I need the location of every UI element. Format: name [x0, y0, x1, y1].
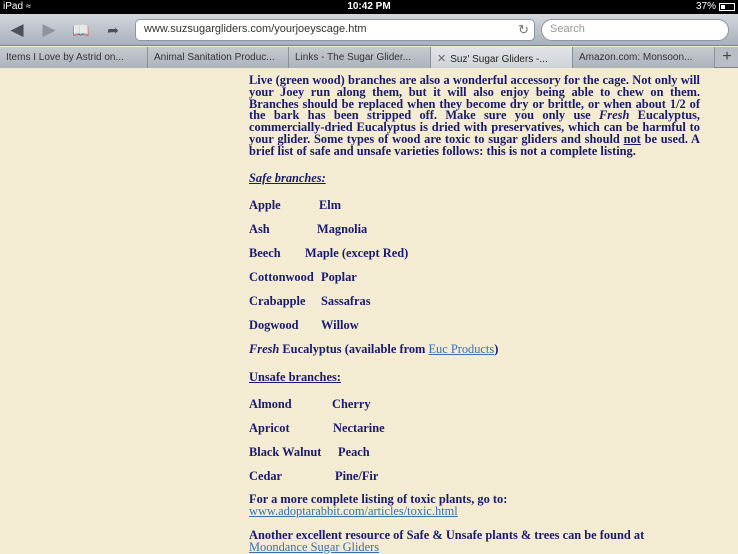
- fresh-close: ): [494, 341, 499, 356]
- article: [249, 75, 700, 553]
- tab-label: Amazon.com: Monsoon...: [579, 52, 693, 63]
- share-icon[interactable]: ➦: [107, 22, 119, 38]
- list-item: [249, 318, 700, 330]
- plant-name: Magnolia: [317, 221, 368, 236]
- tab-label: Suz' Sugar Gliders -...: [450, 54, 548, 65]
- tab-label: Links - The Sugar Glider...: [295, 52, 411, 63]
- forward-icon[interactable]: ▶: [42, 20, 56, 39]
- resource-text: Another excellent resource of Safe & Unsafe plants & trees can be found at: [249, 527, 645, 542]
- tab-suz-sugar-gliders[interactable]: [431, 47, 573, 68]
- safe-branches-heading: Safe branches:: [249, 170, 326, 185]
- list-item: [249, 421, 700, 433]
- plant-name: Crabapple: [249, 293, 306, 308]
- plant-name: Almond: [249, 396, 292, 411]
- intro-text: Live (green wood) branches are also a wonderful accessory for the cage. Not only will your Joey run along them, but it will also enjoy being able to chew on them. Branches should be replaced when they become dry or brittle, or when about 1/2 of the bark has been stripped off. Make sure you only use: [249, 73, 700, 123]
- bookmarks-icon[interactable]: 📖: [72, 22, 90, 38]
- safe-branches-list: [249, 198, 700, 330]
- intro-fresh: Fresh: [599, 108, 630, 123]
- plant-name: Maple (except Red): [305, 245, 409, 260]
- fresh-word: Fresh: [249, 341, 280, 356]
- plant-name: Poplar: [321, 269, 357, 284]
- page-content: [0, 69, 738, 554]
- intro-text-end: be used. A brief list of safe and unsafe varieties follows: this is not a complete listing.: [249, 131, 700, 158]
- search-input[interactable]: Search: [541, 19, 729, 41]
- resource-paragraph: [249, 529, 700, 553]
- toxic-plants-paragraph: [249, 493, 700, 517]
- plant-name: Black Walnut: [249, 444, 322, 459]
- tab-links-sugar-glider[interactable]: [289, 47, 431, 68]
- battery-icon: [719, 3, 735, 11]
- list-item: [249, 294, 700, 306]
- toxic-plants-link[interactable]: www.adoptarabbit.com/articles/toxic.html: [249, 503, 458, 518]
- list-item: [249, 445, 700, 457]
- list-item: [249, 270, 700, 282]
- tab-amazon-monsoon[interactable]: [573, 47, 715, 68]
- tab-animal-sanitation[interactable]: [148, 47, 289, 68]
- add-tab-icon[interactable]: +: [722, 48, 732, 65]
- close-tab-icon[interactable]: ✕: [437, 53, 447, 65]
- browser-toolbar: [0, 14, 738, 46]
- plant-name: Nectarine: [333, 420, 385, 435]
- plant-name: Cottonwood: [249, 269, 314, 284]
- plant-name: Cherry: [332, 396, 371, 411]
- wifi-icon: ≈: [26, 1, 31, 11]
- plant-name: Cedar: [249, 468, 283, 483]
- moondance-link[interactable]: Moondance Sugar Gliders: [249, 539, 380, 554]
- tab-label: Items I Love by Astrid on...: [6, 52, 124, 63]
- plant-name: Willow: [321, 317, 359, 332]
- intro-not: not: [623, 131, 641, 146]
- unsafe-branches-heading: Unsafe branches:: [249, 369, 341, 384]
- plant-name: Pine/Fir: [335, 468, 379, 483]
- list-item: [249, 397, 700, 409]
- list-item: [249, 469, 700, 481]
- plant-name: Apple: [249, 197, 281, 212]
- status-bar: [0, 0, 738, 14]
- back-icon[interactable]: ◀: [10, 20, 24, 39]
- clock: 10:42 PM: [347, 1, 391, 12]
- plant-name: Beech: [249, 245, 281, 260]
- reload-icon[interactable]: ↻: [518, 22, 529, 37]
- plant-name: Dogwood: [249, 317, 299, 332]
- tab-strip: [0, 47, 738, 68]
- fresh-eucalyptus-note: [249, 342, 700, 357]
- plant-name: Apricot: [249, 420, 290, 435]
- plant-name: Elm: [319, 197, 342, 212]
- device-name: iPad: [3, 1, 24, 12]
- tab-items-i-love[interactable]: [0, 47, 148, 68]
- list-item: [249, 222, 700, 234]
- intro-paragraph: [249, 75, 700, 158]
- url-input[interactable]: [135, 19, 535, 41]
- fresh-text: Eucalyptus (available from: [279, 341, 429, 356]
- euc-products-link[interactable]: Euc Products: [428, 341, 495, 356]
- url-text: www.suzsugargliders.com/yourjoeyscage.htm: [144, 23, 367, 35]
- plant-name: Sassafras: [321, 293, 371, 308]
- toxic-plants-text: For a more complete listing of toxic plants, go to:: [249, 491, 508, 506]
- plant-name: Peach: [338, 444, 370, 459]
- unsafe-branches-list: [249, 397, 700, 481]
- intro-text-mid: Eucalyptus, commercially-dried Eucalyptus is dried with preservatives, which can be harmful to your glider. Some types of wood are toxic to sugar gliders and should: [249, 108, 700, 146]
- list-item: [249, 198, 700, 210]
- plant-name: Ash: [249, 221, 270, 236]
- battery-percent: 37%: [695, 1, 716, 12]
- list-item: [249, 246, 700, 258]
- tab-label: Animal Sanitation Produc...: [154, 52, 275, 63]
